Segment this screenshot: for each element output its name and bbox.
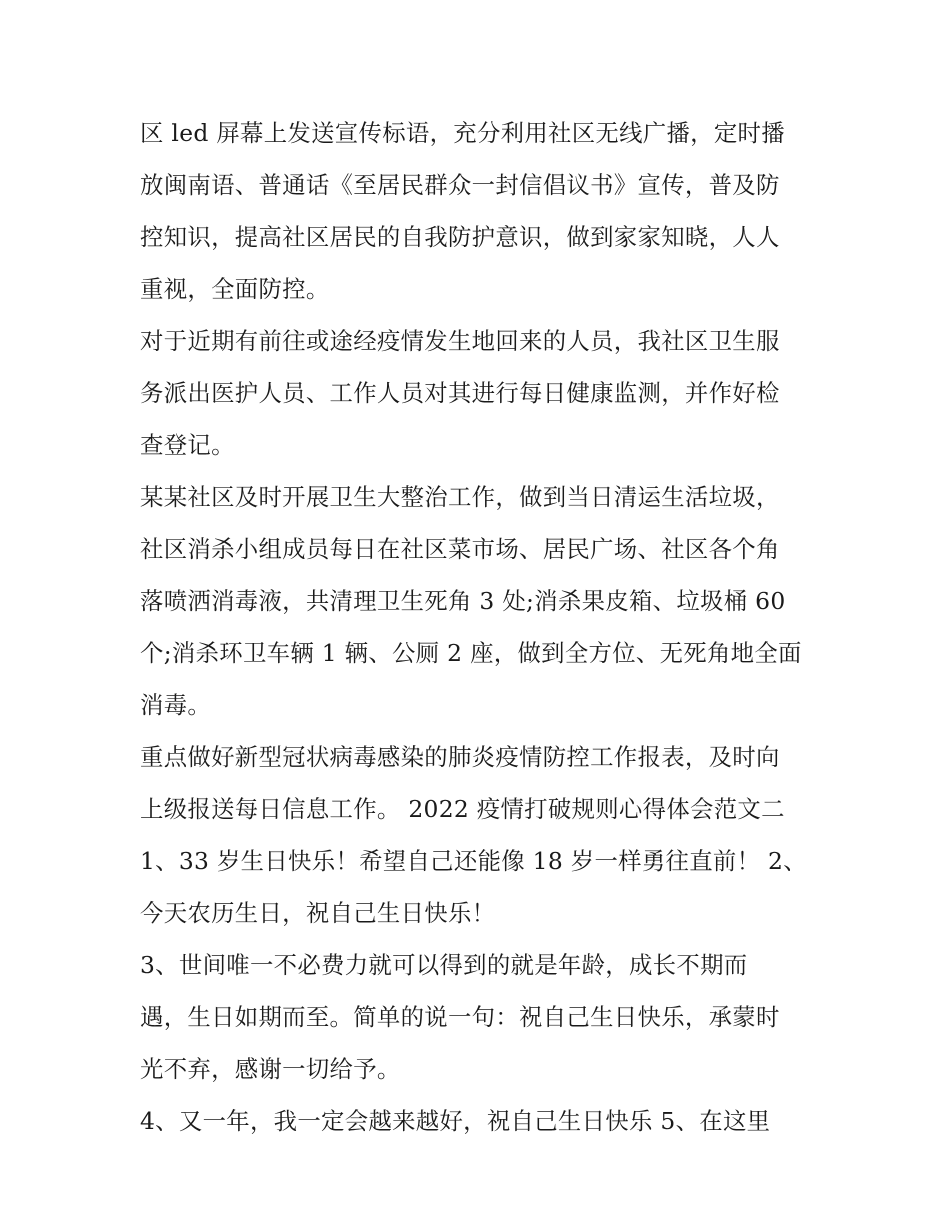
text-line: 1、33 岁生日快乐！希望自己还能像 18 岁一样勇往直前！ 2、 [140, 847, 807, 875]
text-line: 重点做好新型冠状病毒感染的肺炎疫情防控工作报表，及时向 [140, 743, 780, 771]
document-body [140, 107, 830, 1147]
text-line: 务派出医护人员、工作人员对其进行每日健康监测，并作好检 [140, 379, 780, 407]
text-line: 控知识，提高社区居民的自我防护意识，做到家家知晓，人人 [140, 223, 780, 251]
text-line: 区 led 屏幕上发送宣传标语，充分利用社区无线广播，定时播 [140, 119, 785, 147]
text-line: 社区消杀小组成员每日在社区菜市场、居民广场、社区各个角 [140, 535, 780, 563]
text-line: 落喷洒消毒液，共清理卫生死角 3 处;消杀果皮箱、垃圾桶 60 [140, 587, 786, 615]
text-line: 重视，全面防控。 [140, 275, 330, 303]
text-line: 放闽南语、普通话《至居民群众一封信倡议书》宣传，普及防 [140, 171, 780, 199]
text-line: 对于近期有前往或途经疫情发生地回来的人员，我社区卫生服 [140, 327, 780, 355]
text-line: 消毒。 [140, 691, 212, 719]
text-line: 个;消杀环卫车辆 1 辆、公厕 2 座，做到全方位、无死角地全面 [140, 639, 802, 667]
text-line: 查登记。 [140, 431, 235, 459]
text-line: 上级报送每日信息工作。 2022 疫情打破规则心得体会范文二 [140, 795, 785, 823]
text-line: 遇，生日如期而至。简单的说一句：祝自己生日快乐，承蒙时 [140, 1003, 780, 1031]
text-line: 某某社区及时开展卫生大整治工作，做到当日清运生活垃圾， [140, 483, 780, 511]
text-line: 4、又一年，我一定会越来越好，祝自己生日快乐 5、在这里 [140, 1107, 771, 1135]
text-line: 今天农历生日，祝自己生日快乐！ [140, 899, 496, 927]
text-line: 3、世间唯一不必费力就可以得到的就是年龄，成长不期而 [140, 951, 748, 979]
text-line: 光不弃，感谢一切给予。 [140, 1055, 401, 1083]
